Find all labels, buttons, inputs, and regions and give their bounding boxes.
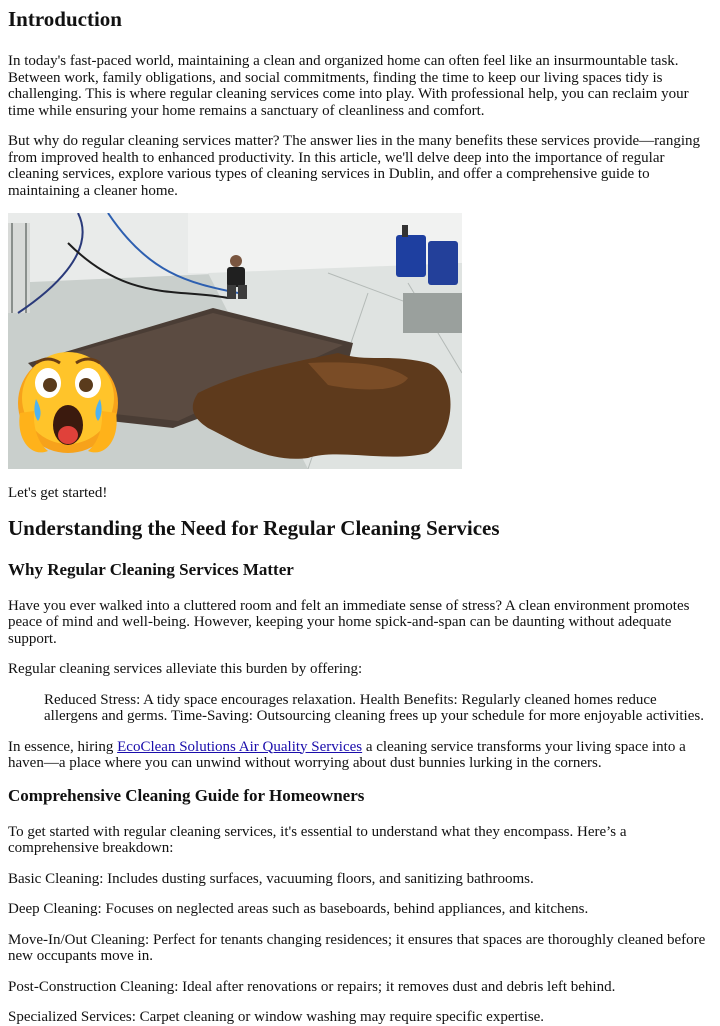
benefits-quote: Reduced Stress: A tidy space encourages relaxation. Health Benefits: Regularly cleaned homes reduce allergens and germs. Time-Saving: Outsourcing cleaning frees up your schedule for more enjoyable activities. <box>44 691 704 724</box>
intro-paragraph-1: In today's fast-paced world, maintaining a clean and organized home can often feel like an insurmountable task. Between work, family obligations, and social commitments, finding the time to keep our living spaces tidy is challenging. This is where regular cleaning services come into play. With professional help, you can reclaim your time while ensuring your home remains a sanctuary of cleanliness and comfort. <box>8 53 689 119</box>
subheading-guide: Comprehensive Cleaning Guide for Homeowners <box>8 785 365 805</box>
why-paragraph-2: Regular cleaning services alleviate this burden by offering: <box>8 661 363 677</box>
why-paragraph-3 <box>8 739 712 772</box>
why-paragraph-3-before: In essence, hiring <box>8 738 118 755</box>
intro-heading: Introduction <box>8 7 122 31</box>
why-paragraph-3-after: a cleaning service transforms your living space into a haven—a place where you can unwind without worrying about dust bunnies lurking in the corners. <box>8 738 686 771</box>
guide-item-basic: Basic Cleaning: Includes dusting surfaces, vacuuming floors, and sanitizing bathrooms. <box>8 870 534 887</box>
guide-item-post-construction: Post-Construction Cleaning: Ideal after renovations or repairs; it removes dust and debris left behind. <box>8 978 616 995</box>
intro-paragraph-2: But why do regular cleaning services matter? The answer lies in the many benefits these services provide—ranging from improved health to enhanced productivity. In this article, we'll delve deep into the importance of regular cleaning services, explore various types of cleaning services in Dublin, and offer a comprehensive guide to maintaining a cleaner home. <box>8 133 700 199</box>
intro-closing: Let's get started! <box>8 485 108 501</box>
carpet-cleaning-image <box>8 213 462 469</box>
ecoclean-link[interactable]: EcoClean Solutions Air Quality Services <box>117 738 363 755</box>
section-heading: Understanding the Need for Regular Cleaning Services <box>8 515 500 540</box>
guide-item-specialized: Specialized Services: Carpet cleaning or window washing may require specific expertise. <box>8 1009 545 1025</box>
guide-paragraph-1: To get started with regular cleaning services, it's essential to understand what they encompass. Here’s a comprehensive breakdown: <box>8 823 627 856</box>
why-paragraph-1: Have you ever walked into a cluttered room and felt an immediate sense of stress? A clean environment promotes peace of mind and well-being. However, keeping your home spick-and-span can be daunting without adequate support. <box>8 597 690 647</box>
guide-item-deep: Deep Cleaning: Focuses on neglected areas such as baseboards, behind appliances, and kitchens. <box>8 901 589 917</box>
guide-item-move: Move-In/Out Cleaning: Perfect for tenants changing residences; it ensures that spaces are thoroughly cleaned before new occupants move in. <box>8 931 706 964</box>
subheading-why-matter: Why Regular Cleaning Services Matter <box>8 559 294 579</box>
